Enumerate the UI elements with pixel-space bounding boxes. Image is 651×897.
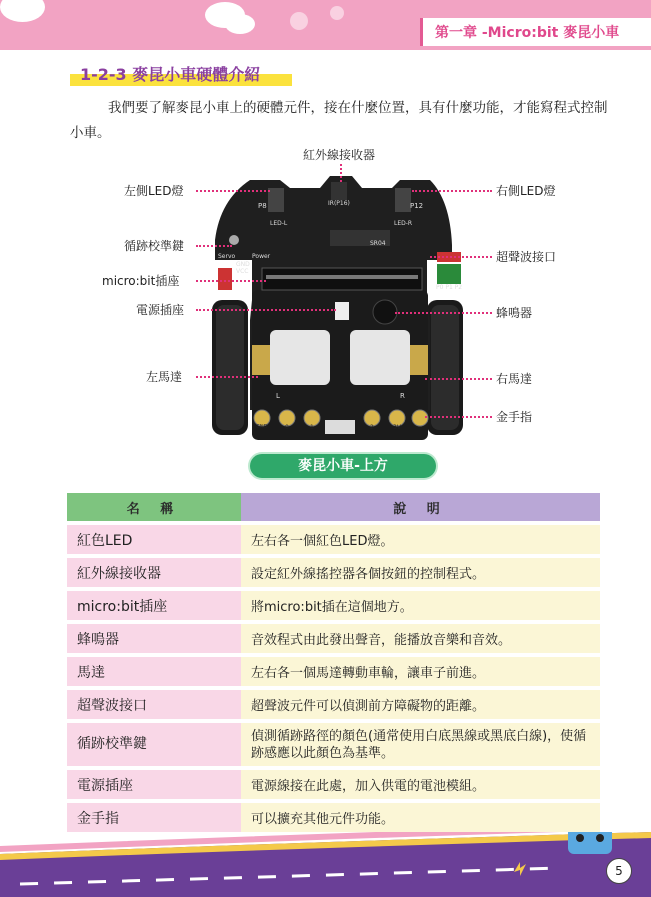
label-right-led: 右側LED燈 <box>496 184 556 198</box>
cell-desc: 將micro:bit插在這個地方。 <box>241 591 600 620</box>
board-text: 2 <box>370 424 374 431</box>
board-text: LED-L <box>270 220 288 227</box>
right-led <box>395 188 411 212</box>
label-microbit-slot: micro:bit插座 <box>102 274 180 288</box>
cell-name: 循跡校準鍵 <box>67 723 241 766</box>
cell-desc: 超聲波元件可以偵測前方障礙物的距離。 <box>241 690 600 719</box>
table-row <box>67 558 600 587</box>
hardware-table <box>67 489 600 836</box>
cell-name: micro:bit插座 <box>67 591 241 620</box>
cloud-decoration <box>290 12 308 30</box>
cloud-decoration <box>225 14 255 34</box>
board-text: GND <box>256 424 268 430</box>
callout-line <box>196 309 336 311</box>
board-text: 0 <box>285 424 289 431</box>
cell-desc: 偵測循跡路徑的顏色(通常使用白底黑線或黑底白線)，使循跡感應以此顏色為基準。 <box>241 723 600 766</box>
intro-text: 我們要了解麥昆小車上的硬體元件，接在什麼位置，具有什麼功能，才能寫程式控制小車。 <box>70 100 608 141</box>
cell-name: 紅色LED <box>67 525 241 554</box>
cell-name: 超聲波接口 <box>67 690 241 719</box>
board-text: P0 P1 P2 <box>436 284 463 291</box>
column-header-name: 名 稱 <box>67 493 241 521</box>
table-row <box>67 723 600 766</box>
page-header <box>0 0 651 50</box>
table-row <box>67 591 600 620</box>
board-text: VCC <box>236 268 249 275</box>
board-text: R <box>400 392 405 400</box>
label-line-calib: 循跡校準鍵 <box>124 239 185 253</box>
cloud-decoration <box>0 0 45 22</box>
cell-name: 電源插座 <box>67 770 241 799</box>
board-text: GND <box>236 261 250 268</box>
callout-line <box>425 378 492 380</box>
cell-name: 紅外線接收器 <box>67 558 241 587</box>
footer-road <box>0 832 651 897</box>
table-row <box>67 624 600 653</box>
table-header-row <box>67 493 600 521</box>
cell-desc: 左右各一個紅色LED燈。 <box>241 525 600 554</box>
board-text: SR04 <box>370 240 386 247</box>
callout-line <box>425 416 492 418</box>
board-text: Power <box>252 253 271 260</box>
label-power-socket: 電源插座 <box>136 303 185 317</box>
board-text: LED-R <box>394 220 413 227</box>
board-text: Servo <box>218 253 236 260</box>
board-text: 3V <box>393 424 401 431</box>
power-socket <box>335 302 349 320</box>
callout-line <box>196 190 270 192</box>
board-text: P8 <box>258 202 267 210</box>
table-row <box>67 657 600 686</box>
robot-mascot-icon <box>568 832 612 854</box>
page-number: 5 <box>606 858 632 884</box>
board-text: 1 <box>310 424 314 431</box>
chapter-title: 第一章 -Micro:bit 麥昆小車 <box>435 25 620 41</box>
section-title: 1-2-3 麥昆小車硬體介紹 <box>80 65 261 84</box>
right-motor <box>350 330 410 385</box>
label-gold-finger: 金手指 <box>496 410 533 424</box>
column-header-desc: 說 明 <box>241 493 600 521</box>
label-buzzer: 蜂鳴器 <box>496 306 533 320</box>
table-row <box>67 770 600 799</box>
callout-line <box>340 164 342 182</box>
cell-name: 馬達 <box>67 657 241 686</box>
callout-line <box>395 312 492 314</box>
ir-receiver <box>331 182 347 200</box>
servo-header <box>218 268 232 290</box>
board-text: L <box>276 392 280 400</box>
pin-header <box>437 264 461 284</box>
label-left-motor: 左馬達 <box>146 370 183 384</box>
cell-desc: 電源線接在此處，加入供電的電池模組。 <box>241 770 600 799</box>
cell-desc: 設定紅外線搖控器各個按鈕的控制程式。 <box>241 558 600 587</box>
table-row <box>67 803 600 832</box>
cell-desc: 左右各一個馬達轉動車輪，讓車子前進。 <box>241 657 600 686</box>
label-ir-receiver: 紅外線接收器 <box>303 148 376 162</box>
callout-line <box>196 280 266 282</box>
cell-desc: 音效程式由此發出聲音，能播放音樂和音效。 <box>241 624 600 653</box>
chapter-box <box>420 18 651 46</box>
label-ultrasonic: 超聲波接口 <box>496 250 557 264</box>
callout-line <box>412 190 492 192</box>
board-text: IR(P16) <box>328 200 350 207</box>
buzzer <box>373 300 397 324</box>
calibration-button <box>229 235 239 245</box>
figure-caption: 麥昆小車-上方 <box>250 454 436 478</box>
cloud-decoration <box>330 6 344 20</box>
label-right-motor: 右馬達 <box>496 372 533 386</box>
left-led <box>268 188 284 212</box>
board-text: P12 <box>410 202 424 210</box>
table-row <box>67 525 600 554</box>
callout-line <box>196 245 232 247</box>
cell-name: 金手指 <box>67 803 241 832</box>
callout-line <box>430 256 492 258</box>
intro-paragraph <box>70 96 610 146</box>
cell-name: 蜂鳴器 <box>67 624 241 653</box>
table-row <box>67 690 600 719</box>
car-figure <box>0 140 651 450</box>
callout-line <box>196 376 258 378</box>
cell-desc: 可以擴充其他元件功能。 <box>241 803 600 832</box>
left-motor <box>270 330 330 385</box>
label-left-led: 左側LED燈 <box>124 184 184 198</box>
